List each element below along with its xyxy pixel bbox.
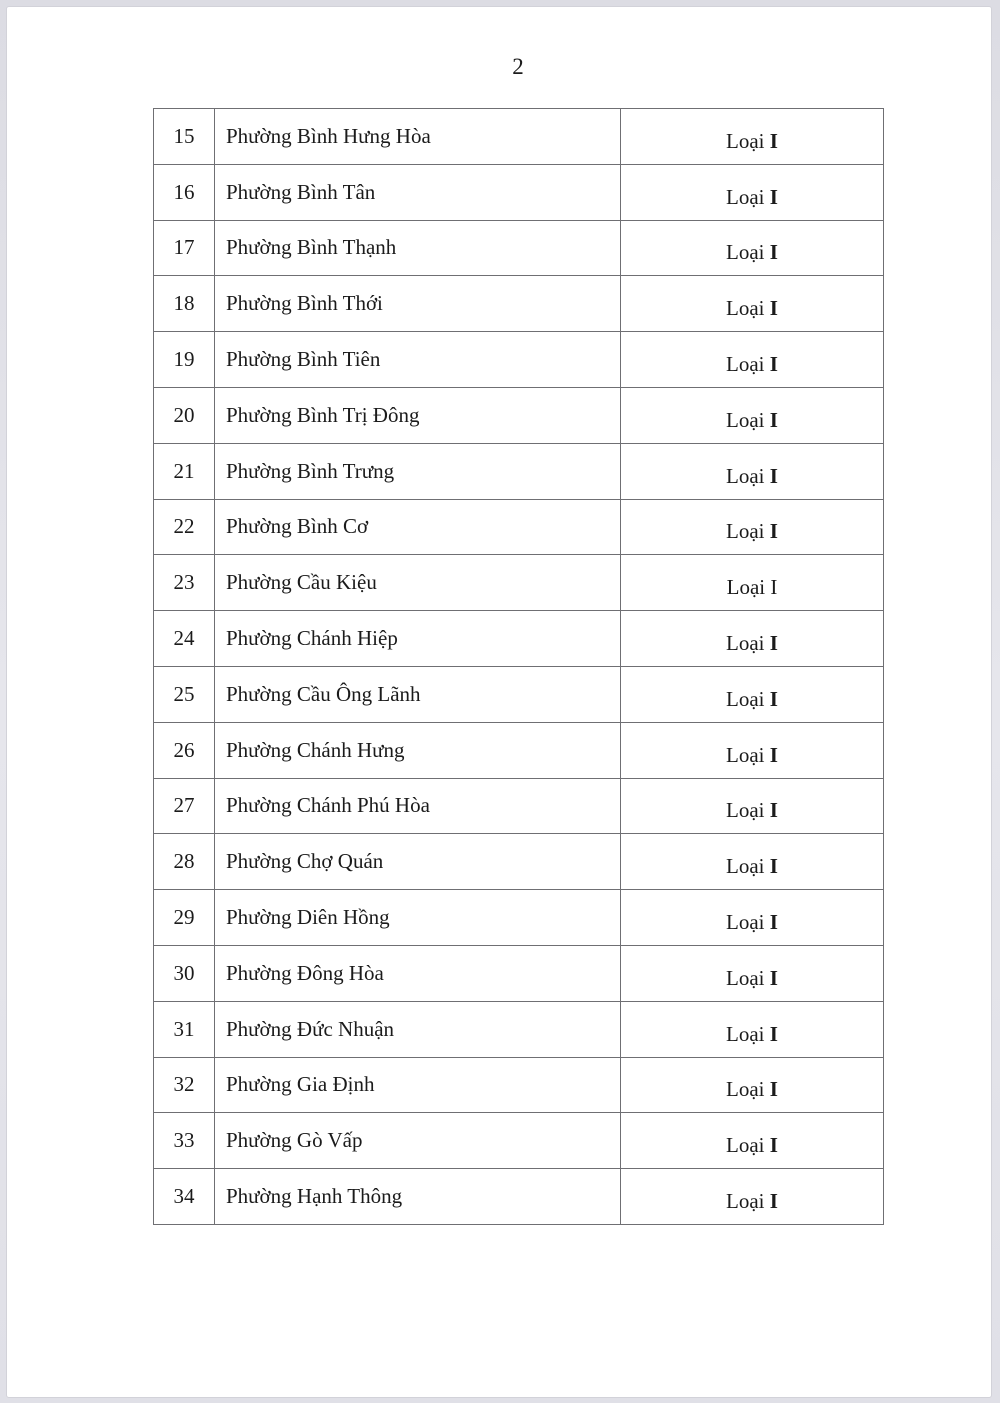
classification-prefix: Loại [726, 686, 765, 711]
ward-name-cell: Phường Bình Hưng Hòa [215, 109, 621, 165]
classification-prefix: Loại [726, 742, 765, 767]
table-row [154, 1057, 884, 1113]
classification-text [726, 408, 778, 433]
row-number-cell: 19 [154, 332, 215, 388]
classification-text [726, 966, 778, 991]
table-row [154, 945, 884, 1001]
classification-cell [621, 499, 884, 555]
ward-name-cell: Phường Bình Tiên [215, 332, 621, 388]
classification-text [726, 352, 778, 377]
classification-text [726, 1189, 778, 1214]
table-row [154, 1001, 884, 1057]
ward-name-cell: Phường Gia Định [215, 1057, 621, 1113]
table-row [154, 611, 884, 667]
classification-text [726, 631, 778, 656]
classification-prefix: Loại [726, 407, 765, 432]
classification-text [726, 687, 778, 712]
table-row [154, 1169, 884, 1225]
ward-name-cell: Phường Đông Hòa [215, 945, 621, 1001]
classification-prefix: Loại [726, 1077, 765, 1102]
ward-name-cell: Phường Hạnh Thông [215, 1169, 621, 1225]
classification-cell [621, 1057, 884, 1113]
table-row [154, 387, 884, 443]
classification-cell [621, 1001, 884, 1057]
classification-prefix: Loại [726, 463, 765, 488]
table-row [154, 109, 884, 165]
table-row [154, 722, 884, 778]
classification-text [726, 296, 778, 321]
classification-value: I [769, 910, 778, 935]
row-number-cell: 33 [154, 1113, 215, 1169]
classification-text [726, 854, 778, 879]
classification-value: I [769, 352, 778, 377]
row-number-cell: 26 [154, 722, 215, 778]
classification-cell [621, 109, 884, 165]
ward-name-cell: Phường Bình Thới [215, 276, 621, 332]
row-number-cell: 30 [154, 945, 215, 1001]
classification-prefix: Loại [726, 1189, 765, 1214]
table-body [154, 109, 884, 1225]
classification-prefix: Loại [726, 910, 765, 935]
row-number-cell: 23 [154, 555, 215, 611]
classification-prefix: Loại [726, 631, 765, 656]
classification-prefix: Loại [726, 854, 765, 879]
ward-name-cell: Phường Chánh Phú Hòa [215, 778, 621, 834]
classification-prefix: Loại [726, 519, 765, 544]
table-row [154, 276, 884, 332]
table-row [154, 666, 884, 722]
classification-text [726, 910, 778, 935]
classification-prefix: Loại [726, 575, 766, 600]
row-number-cell: 28 [154, 834, 215, 890]
classification-cell [621, 555, 884, 611]
classification-cell [621, 1113, 884, 1169]
classification-text [726, 185, 778, 210]
classification-cell [621, 834, 884, 890]
table-row [154, 443, 884, 499]
classification-cell [621, 387, 884, 443]
classification-value: I [769, 1133, 778, 1158]
classification-prefix: Loại [726, 240, 765, 265]
classification-value: I [769, 742, 778, 767]
row-number-cell: 15 [154, 109, 215, 165]
row-number-cell: 16 [154, 164, 215, 220]
classification-cell [621, 611, 884, 667]
classification-prefix: Loại [726, 1021, 765, 1046]
row-number-cell: 24 [154, 611, 215, 667]
classification-value: I [769, 1077, 778, 1102]
table-row [154, 164, 884, 220]
classification-text [726, 798, 778, 823]
classification-text [726, 743, 778, 768]
ward-name-cell: Phường Bình Trưng [215, 443, 621, 499]
classification-value: I [769, 798, 778, 823]
ward-name-cell: Phường Bình Cơ [215, 499, 621, 555]
classification-value: I [769, 519, 778, 544]
classification-prefix: Loại [726, 184, 765, 209]
ward-name-cell: Phường Chánh Hiệp [215, 611, 621, 667]
classification-text [726, 129, 778, 154]
classification-cell [621, 890, 884, 946]
classification-value: I [769, 296, 778, 321]
row-number-cell: 21 [154, 443, 215, 499]
classification-cell [621, 332, 884, 388]
classification-text [726, 240, 778, 265]
page-number: 2 [512, 54, 524, 79]
ward-name-cell: Phường Cầu Kiệu [215, 555, 621, 611]
classification-prefix: Loại [726, 296, 765, 321]
row-number-cell: 22 [154, 499, 215, 555]
classification-value: I [769, 184, 778, 209]
classification-value: I [769, 463, 778, 488]
table-row [154, 778, 884, 834]
table-row [154, 499, 884, 555]
classification-value: I [769, 1021, 778, 1046]
ward-classification-table [153, 108, 884, 1225]
ward-name-cell: Phường Bình Tân [215, 164, 621, 220]
ward-name-cell: Phường Bình Thạnh [215, 220, 621, 276]
classification-cell [621, 220, 884, 276]
row-number-cell: 20 [154, 387, 215, 443]
ward-name-cell: Phường Chánh Hưng [215, 722, 621, 778]
row-number-cell: 18 [154, 276, 215, 332]
classification-prefix: Loại [726, 352, 765, 377]
row-number-cell: 27 [154, 778, 215, 834]
row-number-cell: 17 [154, 220, 215, 276]
classification-cell [621, 1169, 884, 1225]
document-page [6, 6, 992, 1398]
classification-value: I [769, 631, 778, 656]
table-row [154, 220, 884, 276]
ward-name-cell: Phường Gò Vấp [215, 1113, 621, 1169]
classification-prefix: Loại [726, 965, 765, 990]
classification-text [726, 1077, 778, 1102]
classification-cell [621, 722, 884, 778]
classification-cell [621, 443, 884, 499]
table-row [154, 555, 884, 611]
classification-value: I [769, 240, 778, 265]
classification-cell [621, 778, 884, 834]
classification-value: I [770, 575, 778, 600]
row-number-cell: 34 [154, 1169, 215, 1225]
classification-value: I [769, 1189, 778, 1214]
classification-value: I [769, 407, 778, 432]
ward-name-cell: Phường Cầu Ông Lãnh [215, 666, 621, 722]
table-row [154, 332, 884, 388]
classification-cell [621, 276, 884, 332]
classification-value: I [769, 965, 778, 990]
classification-text [726, 464, 778, 489]
classification-text [727, 575, 778, 600]
table-row [154, 1113, 884, 1169]
classification-cell [621, 945, 884, 1001]
classification-prefix: Loại [726, 128, 765, 153]
row-number-cell: 29 [154, 890, 215, 946]
classification-value: I [769, 854, 778, 879]
ward-name-cell: Phường Đức Nhuận [215, 1001, 621, 1057]
classification-prefix: Loại [726, 1133, 765, 1158]
table-row [154, 890, 884, 946]
ward-name-cell: Phường Chợ Quán [215, 834, 621, 890]
table-row [154, 834, 884, 890]
classification-cell [621, 164, 884, 220]
classification-prefix: Loại [726, 798, 765, 823]
classification-cell [621, 666, 884, 722]
classification-value: I [769, 686, 778, 711]
row-number-cell: 32 [154, 1057, 215, 1113]
ward-name-cell: Phường Bình Trị Đông [215, 387, 621, 443]
row-number-cell: 25 [154, 666, 215, 722]
classification-value: I [769, 128, 778, 153]
classification-text [726, 1133, 778, 1158]
ward-name-cell: Phường Diên Hồng [215, 890, 621, 946]
classification-text [726, 1022, 778, 1047]
classification-text [726, 519, 778, 544]
row-number-cell: 31 [154, 1001, 215, 1057]
